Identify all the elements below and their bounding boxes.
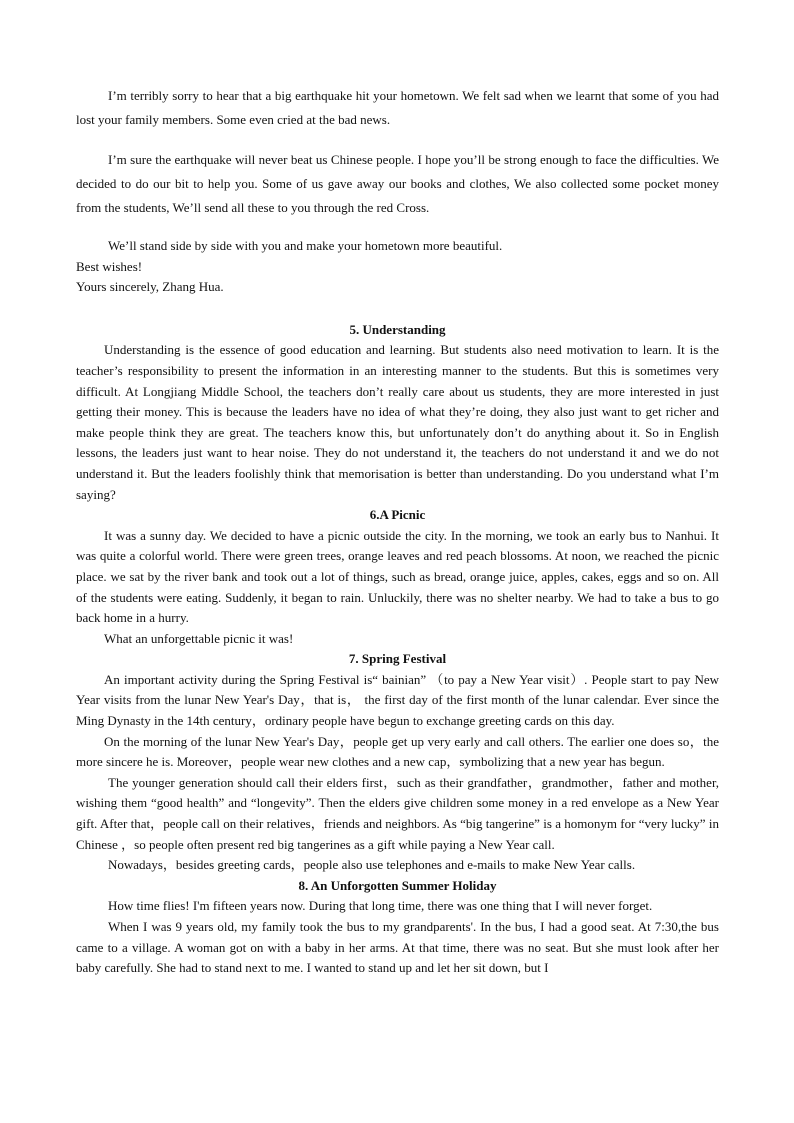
section-title-picnic: 6.A Picnic	[369, 507, 426, 523]
section-title-understanding: 5. Understanding	[349, 321, 446, 337]
letter-paragraph-1: I’m terribly sorry to hear that a big earthquake hit your hometown. We felt sad when we learnt that some of you had lost your family members. Some even cried at the bad news.	[76, 88, 719, 127]
section-paragraph: When I was 9 years old, my family took the bus to my grandparents'. In the bus, I had a good seat. At 7:30,the bus came to a village. A woman got on with a baby in her arms. At that time, there was no seat. But she must look after her baby carefully. She had to stand next to me. I wanted to stand up and let her sit down, but I	[76, 919, 719, 976]
section-title-summer-holiday: 8. An Unforgotten Summer Holiday	[298, 877, 497, 893]
document-page	[76, 84, 719, 979]
section-paragraph: Understanding is the essence of good education and learning. But students also need motivation to learn. It is the teacher’s responsibility to present the information in an interesting manner to the students. But this is sometimes very difficult. At Longjiang Middle School, the teachers don’t really care about us students, they are more interested in just getting their money. This is because the leaders have no idea of what they’re doing, they also just want to get richer and make people think they are great. The teachers know this, but unfortunately don’t do anything about it. So in English lessons, the leaders just want to hear noise. They do not understand it, the teachers do not understand it and we do not understand it. But the leaders foolishly think that memorisation is better than understanding. Do you understand what I’m saying?	[76, 342, 719, 502]
section-title-spring-festival: 7. Spring Festival	[348, 651, 447, 667]
section-paragraph: On the morning of the lunar New Year's Day，people get up very early and call others. The earlier one does so，the more sincere he is. Moreover，people wear new clothes and a new cap，symbolizing that a new year has begun.	[76, 733, 719, 770]
section-paragraph: The younger generation should call their elders first，such as their grandfather，grandmother，father and mother, wishing them “good health” and “longevity”. Then the elders give children some money in a red envelope as a New Year gift. After that，people call on their relatives，friends and neighbors. As “big tangerine” is a homonym for “very lucky” in Chinese ，so people often present red big tangerines as a gift while paying a New Year call.	[76, 774, 719, 852]
section-paragraph: How time flies! I'm fifteen years now. During that long time, there was one thing that I will never forget.	[108, 898, 653, 914]
section-paragraph: Nowadays，besides greeting cards，people also use telephones and e-mails to make New Year calls.	[108, 857, 636, 873]
letter-paragraph-2: I’m sure the earthquake will never beat us Chinese people. I hope you’ll be strong enough to face the difficulties. We decided to do our bit to help you. Some of us gave away our books and clothes, We also collected some pocket money from the students, We’ll send all these to you through the red Cross.	[76, 152, 719, 215]
section-paragraph: What an unforgettable picnic it was!	[104, 630, 294, 646]
letter-closing: Best wishes!	[76, 258, 143, 274]
section-paragraph: An important activity during the Spring Festival is“ bainian” （to pay a New Year visit）. People start to pay New Year visits from the lunar New Year's Day，that is， the first day of the first month of the lunar calendar. Ever since the Ming Dynasty in the 14th century，ordinary people have begun to exchange greeting cards on this day.	[76, 671, 719, 729]
letter-signature: Yours sincerely, Zhang Hua.	[76, 279, 224, 295]
section-paragraph: It was a sunny day. We decided to have a picnic outside the city. In the morning, we took an early bus to Nanhui. It was quite a colorful world. There were green trees, orange leaves and red peach blossoms. At noon, we reached the picnic place. we sat by the river bank and took out a lot of things, such as bread, orange juice, apples, cakes, eggs and so on. All of the students were eating. Suddenly, it began to rain. Unluckily, there was no shelter nearby. We had to take a bus to go back home in a hurry.	[76, 527, 719, 626]
letter-paragraph-3: We’ll stand side by side with you and make your hometown more beautiful.	[108, 238, 503, 253]
